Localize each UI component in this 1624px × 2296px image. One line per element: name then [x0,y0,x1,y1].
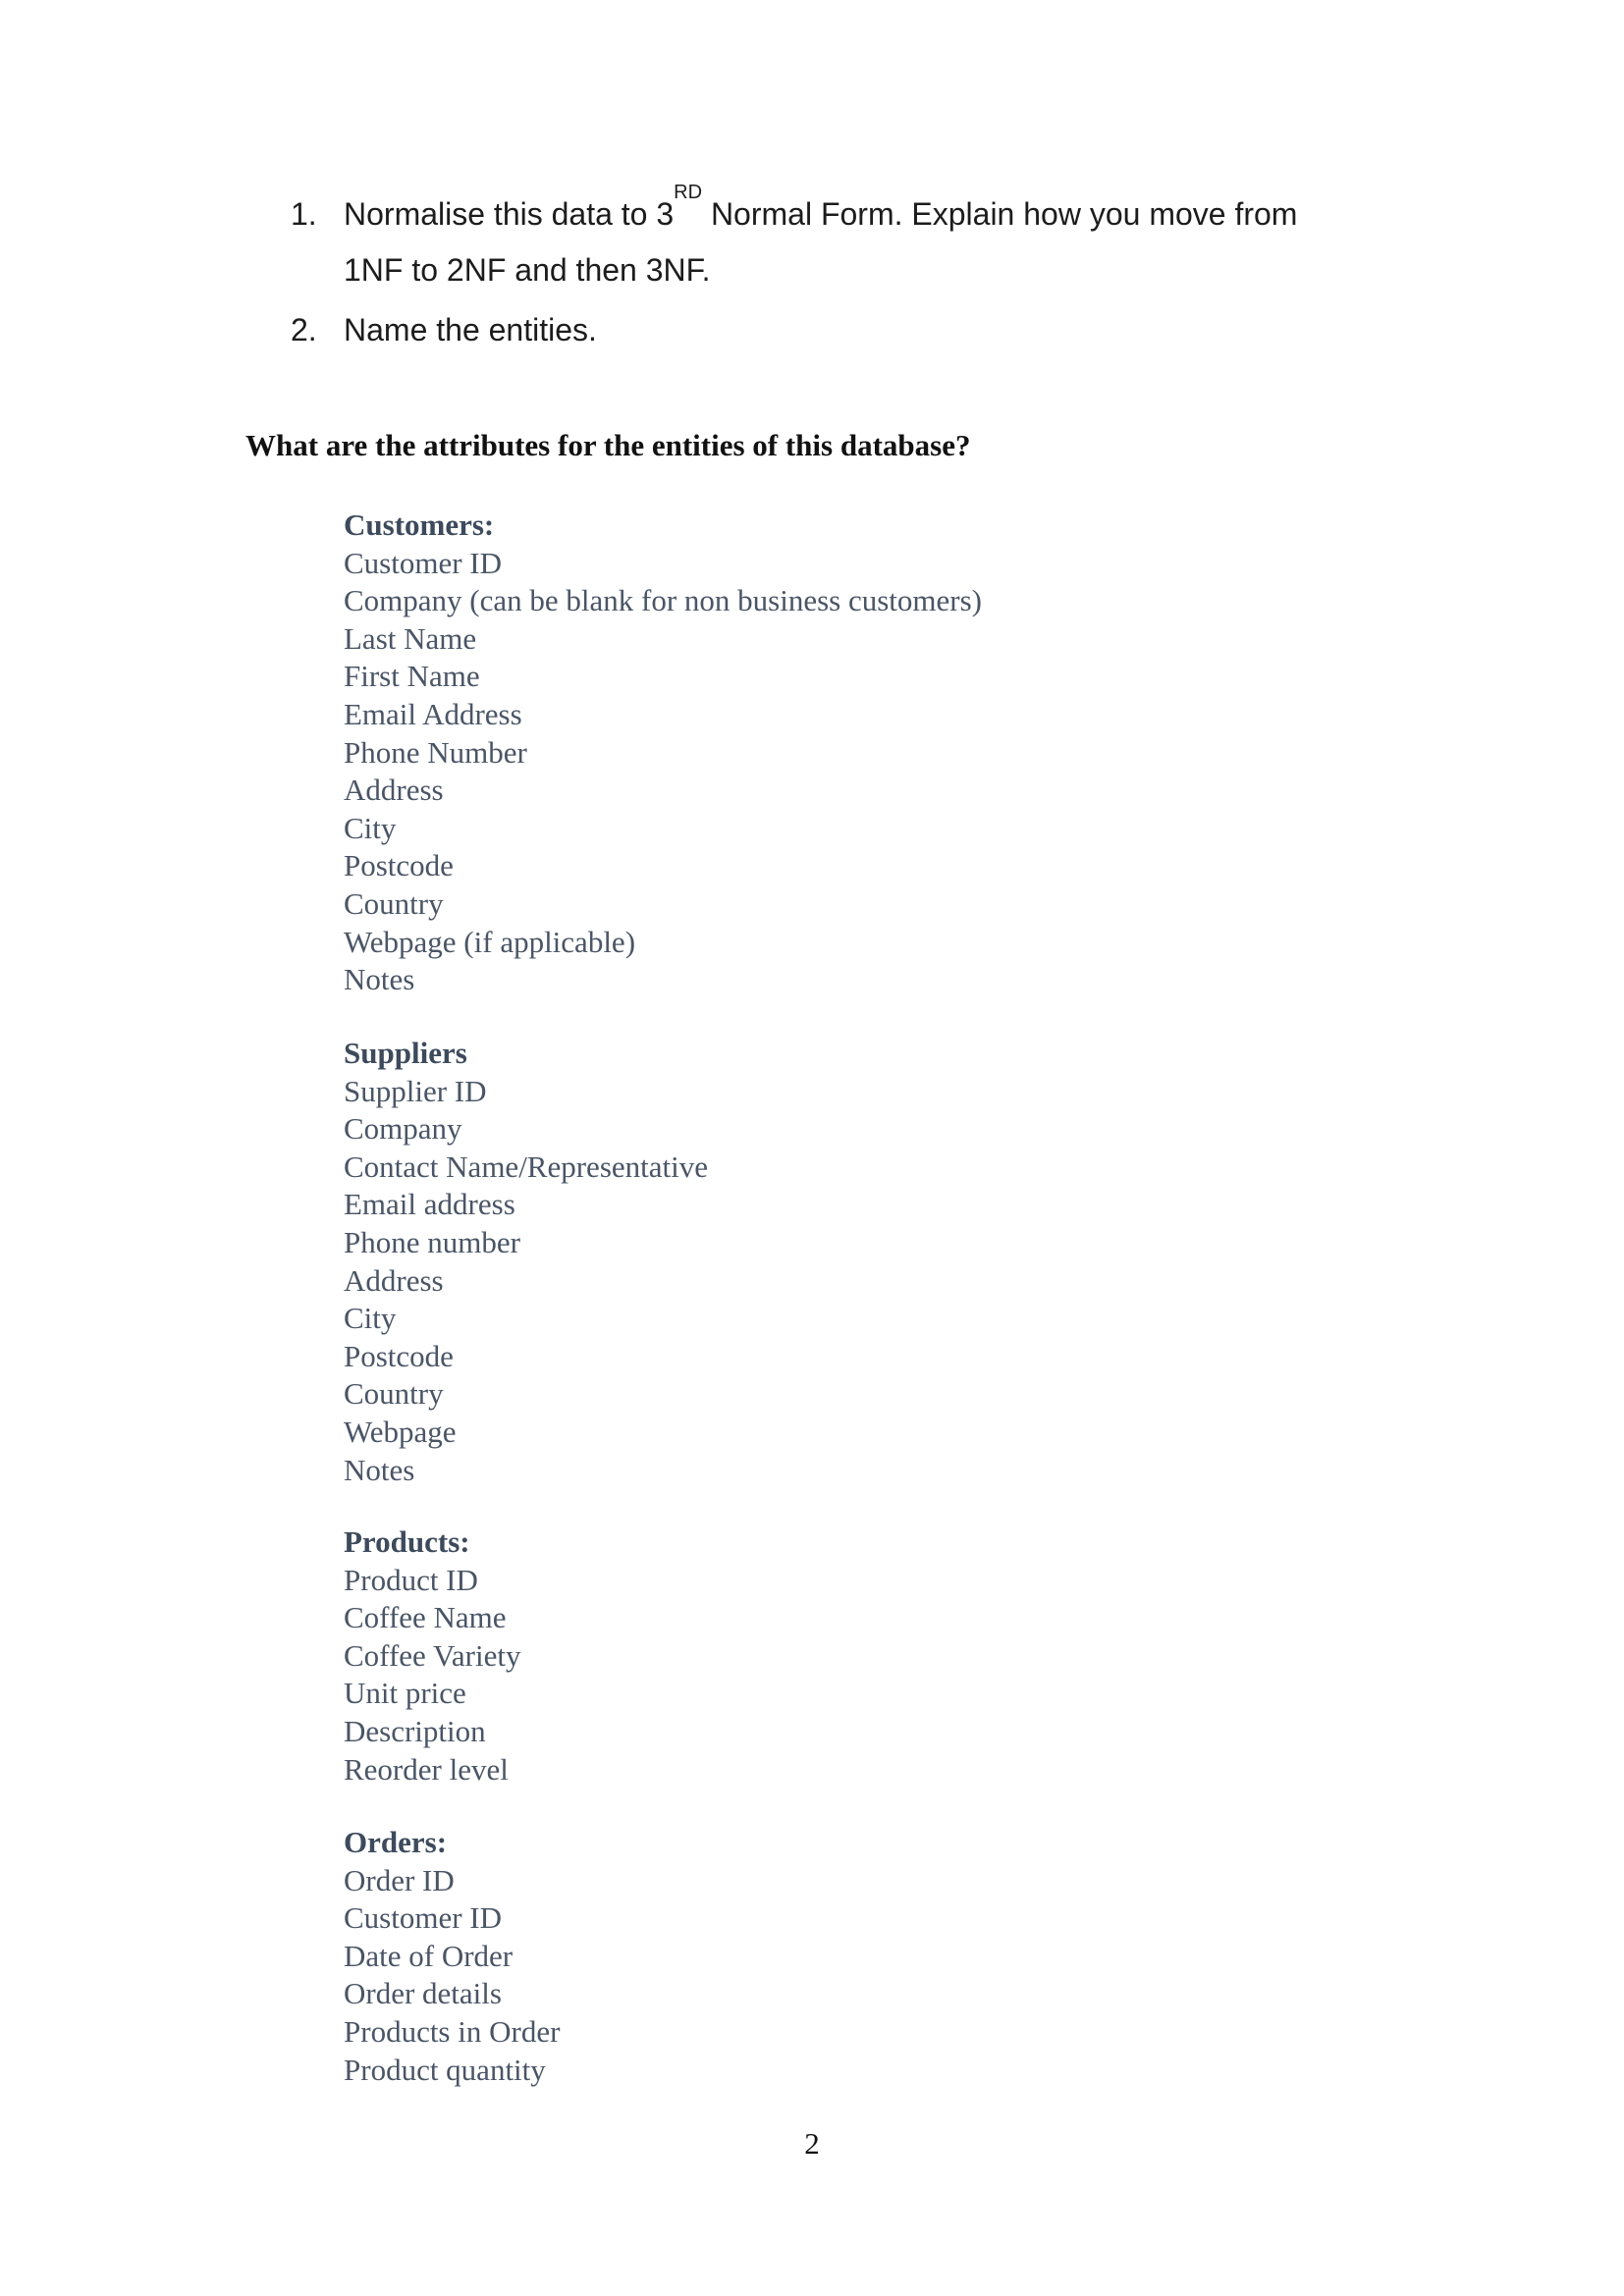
entity-heading: Customers: [344,507,495,542]
attribute-item: City [344,1301,397,1336]
entity-heading: Suppliers [344,1036,467,1070]
entity-heading: Products: [344,1524,470,1559]
entity-products [344,1523,521,1789]
task-number: 1. [291,196,317,232]
attribute-item: Address [344,1262,444,1298]
attribute-item: Webpage [344,1414,457,1449]
attribute-item: Webpage (if applicable) [344,924,636,959]
attribute-item: Product ID [344,1562,478,1597]
task-text: Name the entities. [344,312,597,347]
task-text: Normalise this data to 3RD Normal Form. Explain how you move from [344,182,1298,232]
task-superscript: RD [674,182,703,203]
task-item [291,182,1420,298]
attribute-item: Order ID [344,1862,455,1897]
attribute-item: Company (can be blank for non business customers) [344,583,983,618]
entity-orders [344,1824,560,2089]
attribute-item: Phone Number [344,734,527,770]
entity-customers [344,507,982,999]
attribute-item: Notes [344,1452,415,1487]
page-number: 2 [804,2126,820,2161]
attribute-item: Company [344,1111,462,1147]
attribute-item: Reorder level [344,1751,509,1787]
attribute-item: Last Name [344,620,477,656]
attribute-item: Postcode [344,1338,454,1373]
entity-heading: Orders: [344,1825,448,1859]
attribute-item: Coffee Variety [344,1637,521,1673]
question-heading: What are the attributes for the entities of this database? [245,428,971,462]
attribute-item: Notes [344,962,415,997]
task-number: 2. [291,312,317,347]
attribute-item: Address [344,773,444,808]
task-text-continued: 1NF to 2NF and then 3NF. [344,252,711,288]
attribute-item: Description [344,1713,486,1748]
attribute-item: Unit price [344,1676,466,1711]
attribute-item: Date of Order [344,1938,514,1973]
attribute-item: Country [344,1376,444,1412]
attribute-item: Products in Order [344,2013,561,2049]
attribute-item: Customer ID [344,545,503,580]
attribute-item: Product quantity [344,2052,546,2087]
entity-suppliers [344,1035,708,1489]
attribute-item: First Name [344,659,480,694]
attribute-item: Customer ID [344,1900,503,1936]
task-item [291,302,1420,358]
attribute-item: Email Address [344,696,522,731]
attribute-item: Postcode [344,848,454,883]
attribute-item: Email address [344,1187,515,1222]
attribute-item: Phone number [344,1224,520,1259]
task-list [291,182,1420,362]
attribute-item: Contact Name/Representative [344,1148,709,1184]
attribute-item: Country [344,885,444,921]
attribute-item: Order details [344,1976,502,2011]
attribute-item: Coffee Name [344,1600,507,1635]
attribute-item: City [344,810,397,845]
attribute-item: Supplier ID [344,1073,487,1108]
